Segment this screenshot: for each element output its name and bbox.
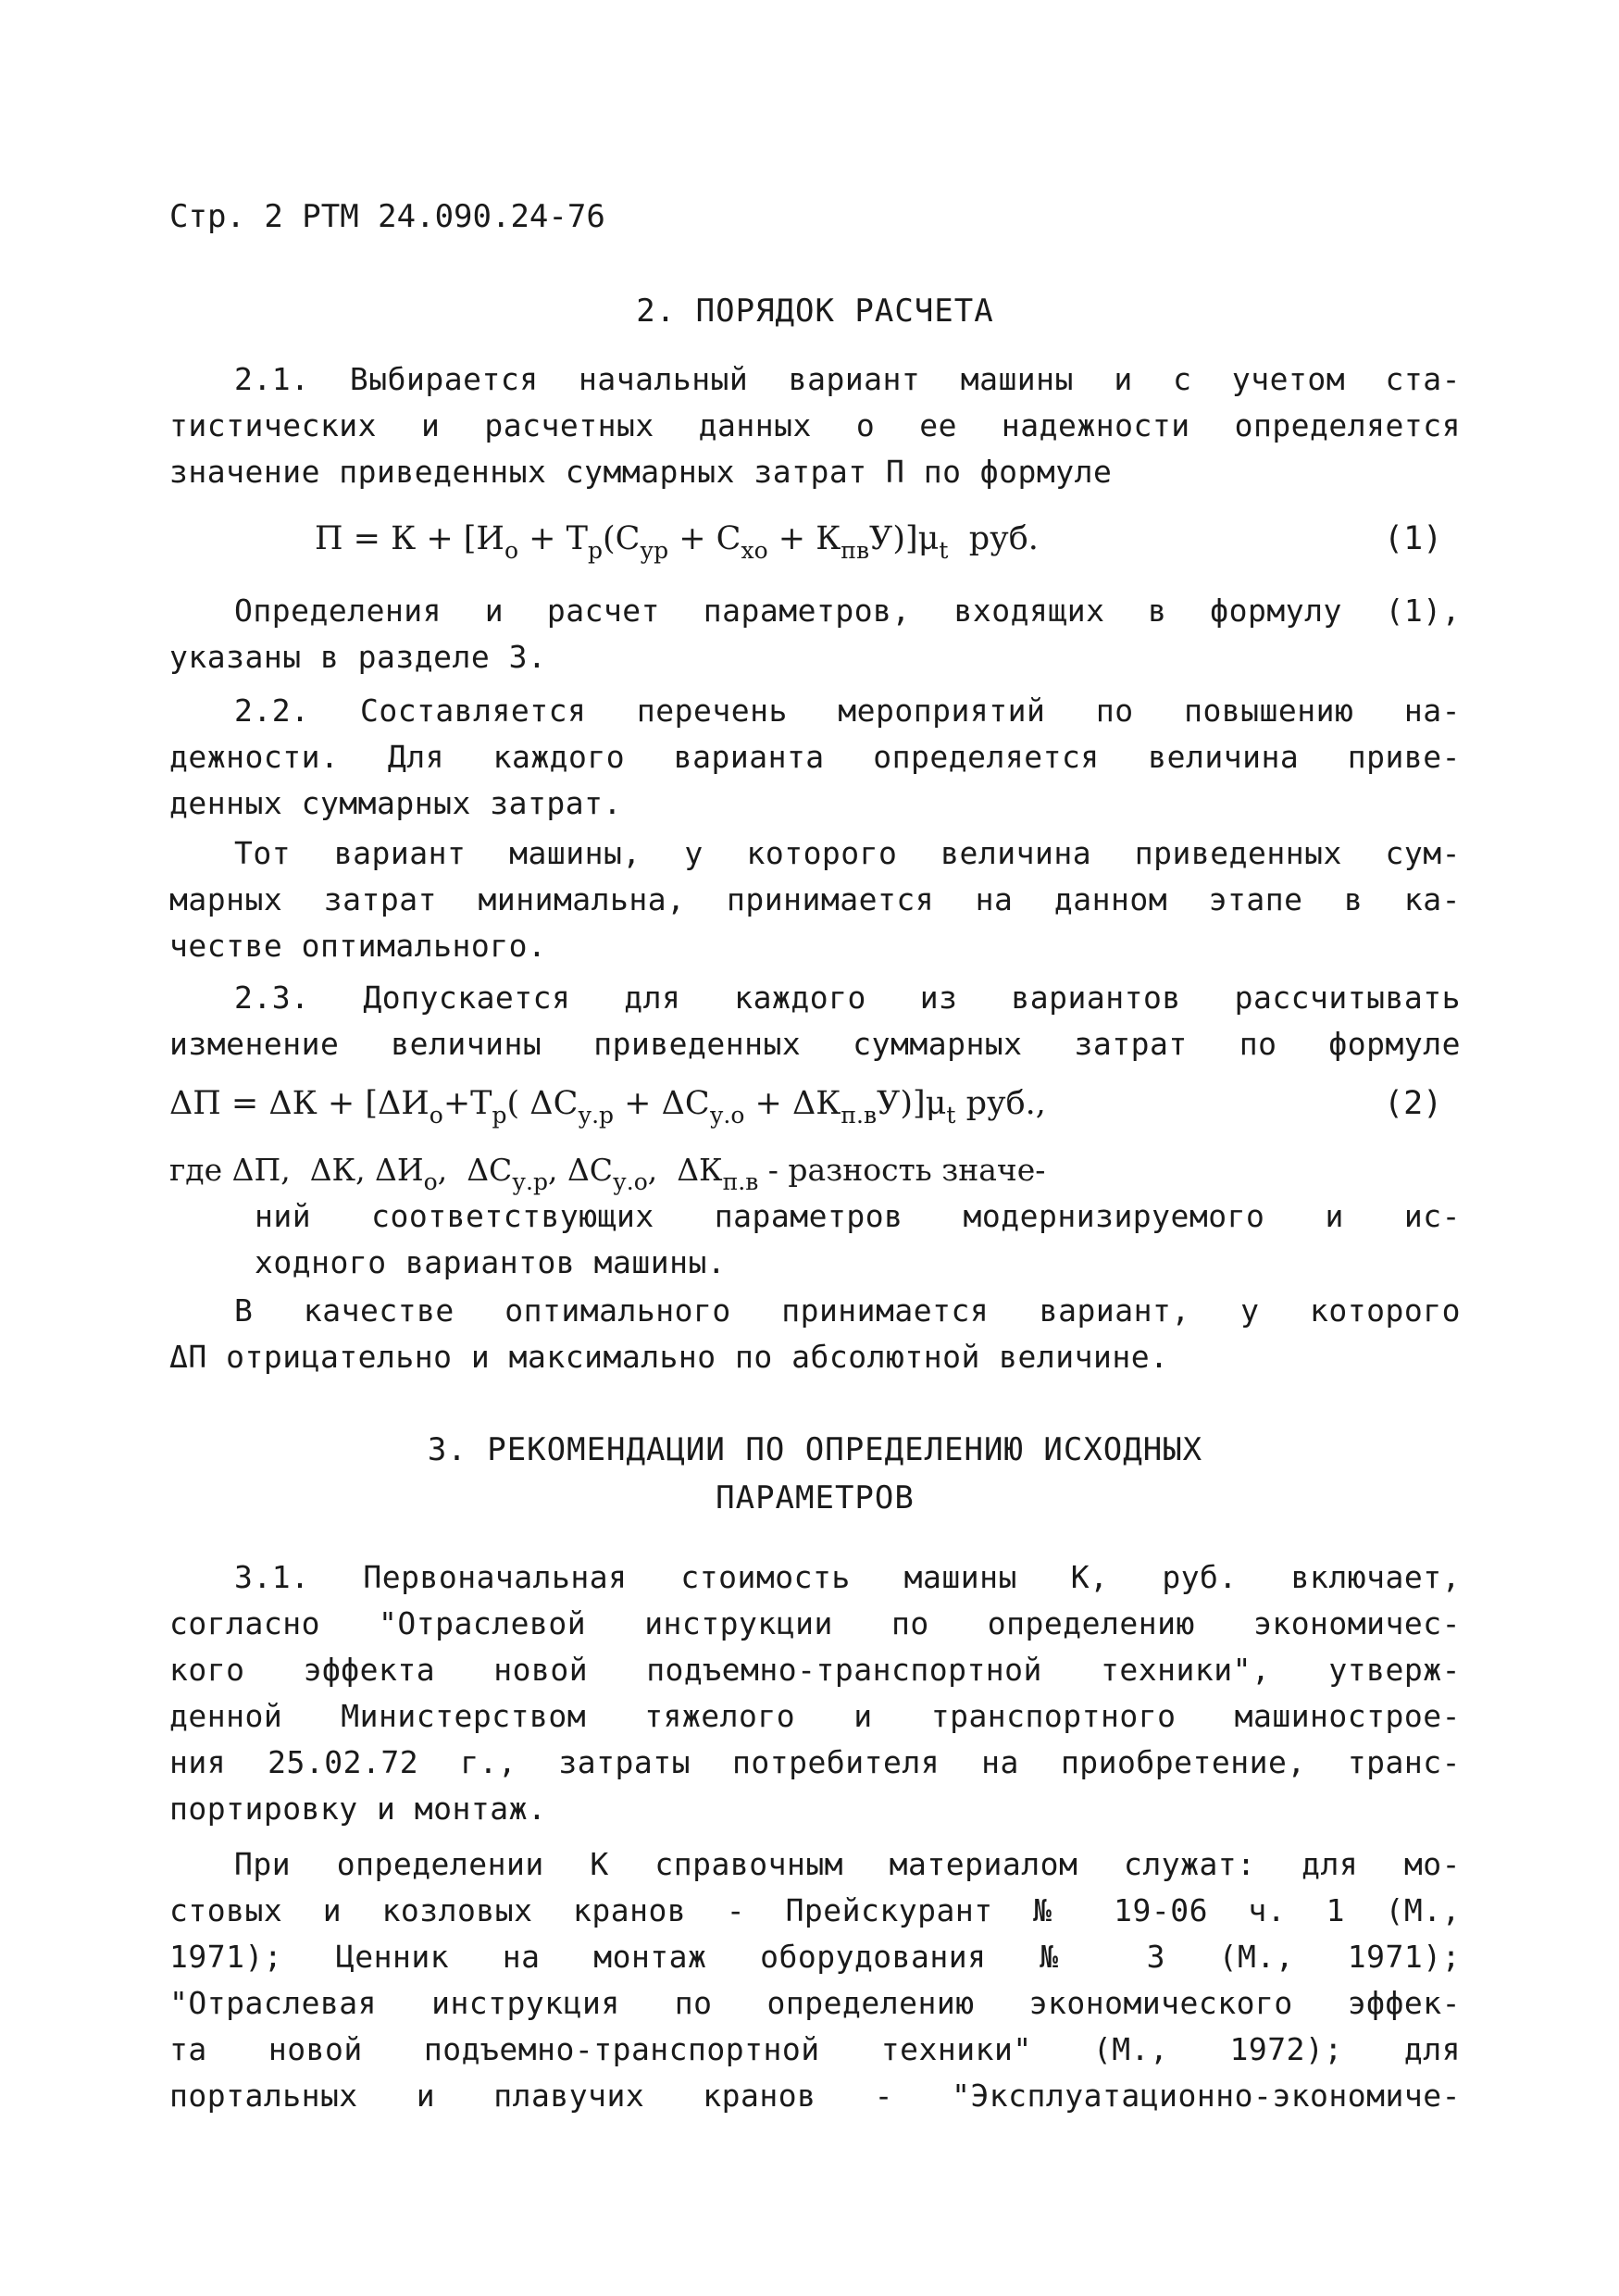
p21-line-3: значение приведенных суммарных затрат П по формуле xyxy=(169,454,1113,490)
where-line-1: где ΔП, ΔК, $\Delta И_о$, $\Delta С_{у.р}$, $\Delta С_{у.о}$, $\Delta К_{п.в}$ - разность значе- xyxy=(169,1152,1046,1195)
def-line-1: Определения и расчет параметров, входящих в формулу (1), xyxy=(234,593,1461,629)
ref-line-2: стовых и козловых кранов - Прейскурант № 19-06 ч. 1 (М., xyxy=(169,1892,1461,1928)
where-line-2: ний соответствующих параметров модернизируемого и ис- xyxy=(255,1198,1461,1234)
def-line-2: указаны в разделе 3. xyxy=(169,639,547,675)
p23-line-1: 2.3. Допускается для каждого из вариантов рассчитывать xyxy=(234,980,1461,1016)
opt-line-2: марных затрат минимальна, принимается на данном этапе в ка- xyxy=(169,881,1461,917)
formula-2: $\Delta П = \Delta К + [\Delta И_о+Т_р$( $\Delta С_{у.р} + \Delta С_{у.о} + \Delta К_{п.в}У)]\mu_t$ руб., xyxy=(169,1085,1046,1129)
p31-line-5: ния 25.02.72 г., затраты потребителя на приобретение, транс- xyxy=(169,1744,1461,1780)
formula-1-number: (1) xyxy=(1384,520,1443,557)
formula-2-number: (2) xyxy=(1384,1085,1443,1122)
ref-line-4: "Отраслевая инструкция по определению экономического эффек- xyxy=(169,1985,1461,2021)
where-line-3: ходного вариантов машины. xyxy=(255,1244,727,1280)
section-3-heading-line-2: ПАРАМЕТРОВ xyxy=(716,1479,915,1516)
ref-line-5: та новой подъемно-транспортной техники" (М., 1972); для xyxy=(169,2031,1461,2067)
ref-line-3: 1971); Ценник на монтаж оборудования № 3 (М., 1971); xyxy=(169,1939,1461,1975)
ref-line-6: портальных и плавучих кранов - "Эксплуатационно-экономиче- xyxy=(169,2078,1461,2114)
p21-line-2: тистических и расчетных данных о ее надежности определяется xyxy=(169,407,1461,443)
section-3-heading-line-1: 3. РЕКОМЕНДАЦИИ ПО ОПРЕДЕЛЕНИЮ ИСХОДНЫХ xyxy=(427,1431,1203,1468)
best-line-1: В качестве оптимального принимается вариант, у которого xyxy=(234,1292,1461,1329)
opt-line-3: честве оптимального. xyxy=(169,928,547,964)
p31-line-4: денной Министерством тяжелого и транспортного машинострое- xyxy=(169,1698,1461,1734)
p31-line-2: согласно "Отраслевой инструкции по определению экономичес- xyxy=(169,1605,1461,1641)
formula-1: $П = К + [И_о + Т_р(С_{ур} + С_{хо} + К_{пв}У)]\mu_t$ руб. xyxy=(315,520,1039,564)
section-2-heading: 2. ПОРЯДОК РАСЧЕТА xyxy=(636,293,994,330)
p23-line-2: изменение величины приведенных суммарных затрат по формуле xyxy=(169,1026,1461,1062)
p22-line-3: денных суммарных затрат. xyxy=(169,785,622,821)
best-line-2: ΔП отрицательно и максимально по абсолютной величине. xyxy=(169,1339,1169,1375)
p31-line-3: кого эффекта новой подъемно-транспортной техники", утверж- xyxy=(169,1652,1461,1688)
page-header: Стр. 2 РТМ 24.090.24-76 xyxy=(169,198,605,235)
p31-line-1: 3.1. Первоначальная стоимость машины К, руб. включает, xyxy=(234,1559,1461,1595)
p22-line-2: дежности. Для каждого варианта определяется величина приве- xyxy=(169,739,1461,775)
p21-line-1: 2.1. Выбирается начальный вариант машины и с учетом ста- xyxy=(234,361,1461,397)
p31-line-6: портировку и монтаж. xyxy=(169,1791,547,1827)
ref-line-1: При определении К справочным материалом служат: для мо- xyxy=(234,1846,1461,1882)
p22-line-1: 2.2. Составляется перечень мероприятий по повышению на- xyxy=(234,693,1461,729)
opt-line-1: Тот вариант машины, у которого величина приведенных сум- xyxy=(234,835,1461,871)
